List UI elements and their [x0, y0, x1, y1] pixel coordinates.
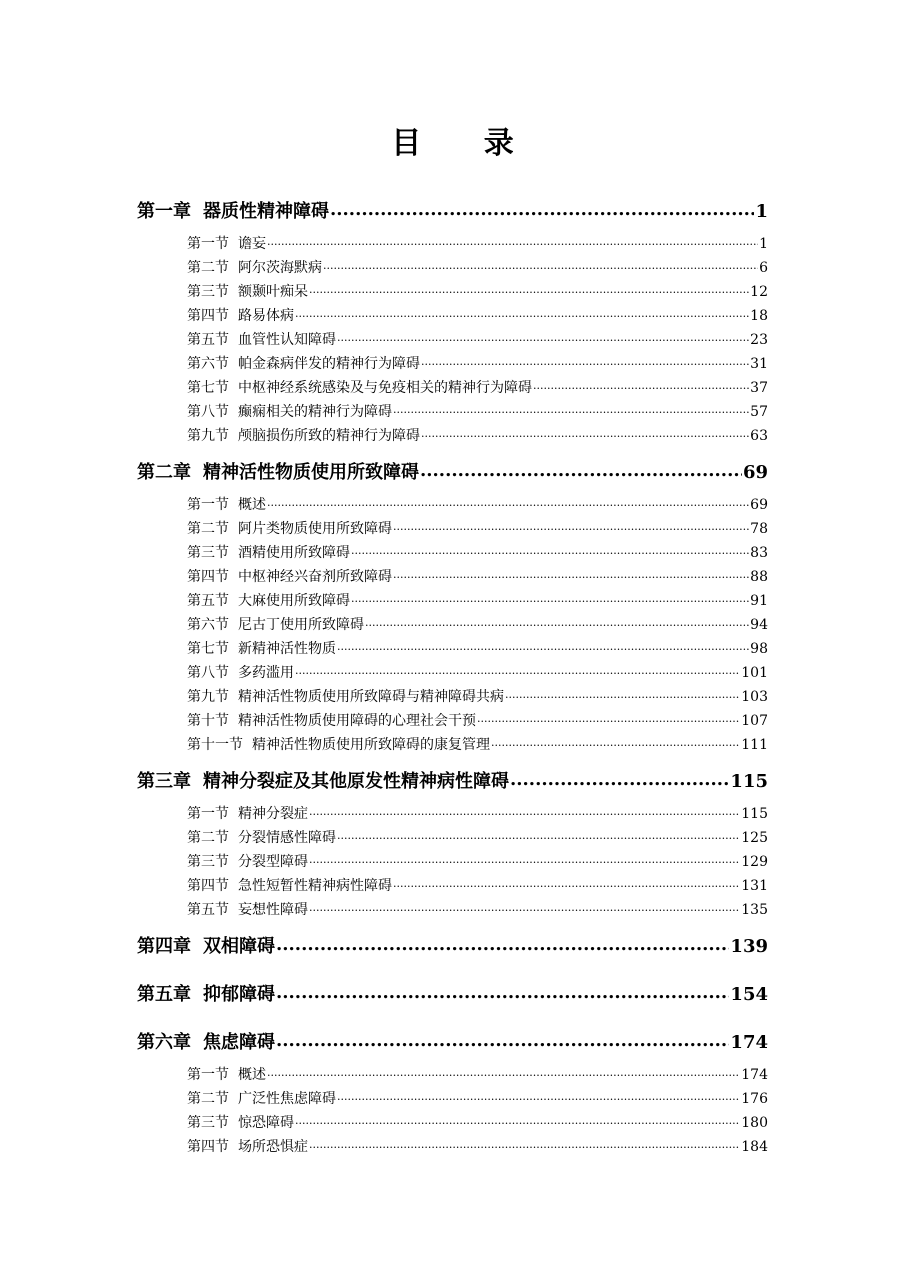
dot-leader [309, 900, 740, 914]
entry-title: 大麻使用所致障碍 [238, 593, 350, 609]
toc-section-entry[interactable] [187, 425, 768, 445]
entry-title: 血管性认知障碍 [238, 332, 336, 348]
entry-number: 第四节 [187, 1139, 229, 1155]
entry-page-number: 135 [741, 902, 768, 918]
toc-chapter-entry[interactable] [137, 197, 768, 223]
entry-number: 第三节 [187, 545, 229, 561]
toc-section-entry[interactable] [187, 662, 768, 682]
dot-leader [295, 663, 740, 677]
entry-number: 第六章 [137, 1032, 191, 1053]
entry-page-number: 88 [750, 569, 768, 585]
toc-section-entry[interactable] [187, 233, 768, 253]
entry-title: 急性短暂性精神病性障碍 [238, 878, 392, 894]
entry-page-number: 69 [742, 462, 768, 483]
dot-leader [323, 258, 758, 272]
dot-leader [330, 199, 754, 217]
dot-leader [267, 495, 749, 509]
entry-page-number: 139 [730, 936, 768, 957]
dot-leader [393, 567, 749, 581]
entry-title: 帕金森病伴发的精神行为障碍 [238, 356, 420, 372]
entry-title: 分裂情感性障碍 [238, 830, 336, 846]
entry-number: 第七节 [187, 641, 229, 657]
toc-section-entry[interactable] [187, 614, 768, 634]
page-title: 目 录 [391, 126, 540, 161]
entry-page-number: 69 [750, 497, 768, 513]
entry-number: 第九节 [187, 689, 229, 705]
entry-number: 第五节 [187, 332, 229, 348]
entry-page-number: 31 [750, 356, 768, 372]
entry-page-number: 103 [741, 689, 768, 705]
entry-number: 第五节 [187, 902, 229, 918]
entry-number: 第四章 [137, 936, 191, 957]
dot-leader [337, 1089, 740, 1103]
entry-number: 第五章 [137, 984, 191, 1005]
entry-number: 第二节 [187, 260, 229, 276]
entry-title: 路易体病 [238, 308, 294, 324]
entry-title: 精神活性物质使用所致障碍 [203, 462, 419, 483]
toc-section-entry[interactable] [187, 566, 768, 586]
dot-leader [276, 934, 729, 952]
entry-page-number: 154 [730, 984, 768, 1005]
entry-number: 第三节 [187, 854, 229, 870]
entry-title: 尼古丁使用所致障碍 [238, 617, 364, 633]
entry-page-number: 63 [750, 428, 768, 444]
dot-leader [510, 769, 729, 787]
entry-number: 第一节 [187, 236, 229, 252]
dot-leader [477, 711, 740, 725]
toc-section-entry[interactable] [187, 305, 768, 325]
entry-number: 第六节 [187, 617, 229, 633]
entry-page-number: 107 [741, 713, 768, 729]
entry-page-number: 129 [741, 854, 768, 870]
entry-title: 新精神活性物质 [238, 641, 336, 657]
toc-section-entry[interactable] [187, 377, 768, 397]
toc-chapter-entry[interactable] [137, 932, 768, 958]
entry-title: 概述 [238, 497, 266, 513]
entry-page-number: 83 [750, 545, 768, 561]
entry-page-number: 184 [741, 1139, 768, 1155]
toc-section-entry[interactable] [187, 518, 768, 538]
entry-number: 第一章 [137, 201, 191, 222]
dot-leader [533, 378, 749, 392]
entry-number: 第四节 [187, 308, 229, 324]
entry-title: 酒精使用所致障碍 [238, 545, 350, 561]
entry-page-number: 6 [759, 260, 768, 276]
dot-leader [267, 234, 758, 248]
toc-section-entry[interactable] [187, 827, 768, 847]
dot-leader [276, 1030, 729, 1048]
entry-title: 颅脑损伤所致的精神行为障碍 [238, 428, 420, 444]
entry-title: 精神活性物质使用所致障碍的康复管理 [252, 737, 490, 753]
entry-page-number: 115 [730, 771, 768, 792]
entry-page-number: 176 [741, 1091, 768, 1107]
entry-title: 分裂型障碍 [238, 854, 308, 870]
entry-title: 器质性精神障碍 [203, 201, 329, 222]
entry-number: 第三节 [187, 284, 229, 300]
dot-leader [393, 876, 740, 890]
entry-number: 第四节 [187, 878, 229, 894]
entry-page-number: 174 [741, 1067, 768, 1083]
entry-title: 双相障碍 [203, 936, 275, 957]
dot-leader [421, 426, 749, 440]
toc-chapter-entry[interactable] [137, 458, 768, 484]
entry-page-number: 125 [741, 830, 768, 846]
entry-number: 第四节 [187, 569, 229, 585]
toc-section-entry[interactable] [187, 329, 768, 349]
dot-leader [295, 306, 749, 320]
toc-section-entry[interactable] [187, 734, 768, 754]
entry-number: 第十节 [187, 713, 229, 729]
entry-title: 精神活性物质使用障碍的心理社会干预 [238, 713, 476, 729]
toc-section-entry[interactable] [187, 401, 768, 421]
toc-section-entry[interactable] [187, 875, 768, 895]
entry-page-number: 98 [750, 641, 768, 657]
toc-section-entry[interactable] [187, 710, 768, 730]
toc-section-entry[interactable] [187, 803, 768, 823]
toc-chapter-entry[interactable] [137, 1028, 768, 1054]
entry-number: 第五节 [187, 593, 229, 609]
entry-page-number: 37 [750, 380, 768, 396]
dot-leader [420, 460, 742, 478]
entry-page-number: 23 [750, 332, 768, 348]
entry-number: 第二章 [137, 462, 191, 483]
entry-number: 第一节 [187, 497, 229, 513]
entry-page-number: 101 [741, 665, 768, 681]
toc-section-entry[interactable] [187, 494, 768, 514]
toc-section-entry[interactable] [187, 1112, 768, 1132]
entry-page-number: 78 [750, 521, 768, 537]
entry-title: 广泛性焦虑障碍 [238, 1091, 336, 1107]
entry-page-number: 18 [750, 308, 768, 324]
entry-title: 谵妄 [238, 236, 266, 252]
entry-title: 多药滥用 [238, 665, 294, 681]
entry-title: 阿片类物质使用所致障碍 [238, 521, 392, 537]
toc-section-entry[interactable] [187, 899, 768, 919]
entry-page-number: 115 [741, 806, 768, 822]
entry-title: 场所恐惧症 [238, 1139, 308, 1155]
toc-section-entry[interactable] [187, 542, 768, 562]
dot-leader [337, 330, 749, 344]
dot-leader [309, 804, 740, 818]
entry-number: 第三章 [137, 771, 191, 792]
toc-section-entry[interactable] [187, 353, 768, 373]
entry-page-number: 94 [750, 617, 768, 633]
entry-number: 第六节 [187, 356, 229, 372]
dot-leader [393, 519, 749, 533]
entry-title: 精神分裂症及其他原发性精神病性障碍 [203, 771, 509, 792]
dot-leader [276, 982, 729, 1000]
entry-number: 第九节 [187, 428, 229, 444]
dot-leader [505, 687, 740, 701]
entry-title: 中枢神经兴奋剂所致障碍 [238, 569, 392, 585]
entry-title: 额颞叶痴呆 [238, 284, 308, 300]
toc-section-entry[interactable] [187, 281, 768, 301]
entry-title: 概述 [238, 1067, 266, 1083]
entry-number: 第二节 [187, 830, 229, 846]
toc-section-entry[interactable] [187, 1064, 768, 1084]
entry-page-number: 91 [750, 593, 768, 609]
entry-page-number: 111 [741, 737, 768, 753]
dot-leader [351, 591, 749, 605]
entry-page-number: 131 [741, 878, 768, 894]
entry-title: 癫痫相关的精神行为障碍 [238, 404, 392, 420]
dot-leader [393, 402, 749, 416]
entry-number: 第三节 [187, 1115, 229, 1131]
entry-number: 第七节 [187, 380, 229, 396]
entry-number: 第一节 [187, 1067, 229, 1083]
toc-section-entry[interactable] [187, 638, 768, 658]
entry-title: 焦虑障碍 [203, 1032, 275, 1053]
entry-title: 精神分裂症 [238, 806, 308, 822]
entry-page-number: 12 [750, 284, 768, 300]
entry-page-number: 174 [730, 1032, 768, 1053]
dot-leader [365, 615, 749, 629]
toc-section-entry[interactable] [187, 257, 768, 277]
toc-chapter-entry[interactable] [137, 980, 768, 1006]
entry-number: 第八节 [187, 404, 229, 420]
entry-number: 第二节 [187, 521, 229, 537]
dot-leader [295, 1113, 740, 1127]
toc-section-entry[interactable] [187, 1136, 768, 1156]
toc-section-entry[interactable] [187, 851, 768, 871]
dot-leader [491, 735, 740, 749]
entry-number: 第一节 [187, 806, 229, 822]
toc-section-entry[interactable] [187, 686, 768, 706]
entry-title: 抑郁障碍 [203, 984, 275, 1005]
toc-section-entry[interactable] [187, 1088, 768, 1108]
entry-page-number: 180 [741, 1115, 768, 1131]
entry-number: 第八节 [187, 665, 229, 681]
entry-page-number: 57 [750, 404, 768, 420]
dot-leader [337, 828, 740, 842]
entry-number: 第二节 [187, 1091, 229, 1107]
entry-number: 第十一节 [187, 737, 243, 753]
entry-title: 阿尔茨海默病 [238, 260, 322, 276]
entry-title: 精神活性物质使用所致障碍与精神障碍共病 [238, 689, 504, 705]
dot-leader [267, 1065, 740, 1079]
dot-leader [351, 543, 749, 557]
entry-page-number: 1 [755, 201, 768, 222]
entry-page-number: 1 [759, 236, 768, 252]
entry-title: 妄想性障碍 [238, 902, 308, 918]
dot-leader [337, 639, 749, 653]
toc-section-entry[interactable] [187, 590, 768, 610]
toc-chapter-entry[interactable] [137, 767, 768, 793]
dot-leader [309, 1137, 740, 1151]
entry-title: 中枢神经系统感染及与免疫相关的精神行为障碍 [238, 380, 532, 396]
entry-title: 惊恐障碍 [238, 1115, 294, 1131]
dot-leader [309, 852, 740, 866]
dot-leader [421, 354, 749, 368]
dot-leader [309, 282, 749, 296]
